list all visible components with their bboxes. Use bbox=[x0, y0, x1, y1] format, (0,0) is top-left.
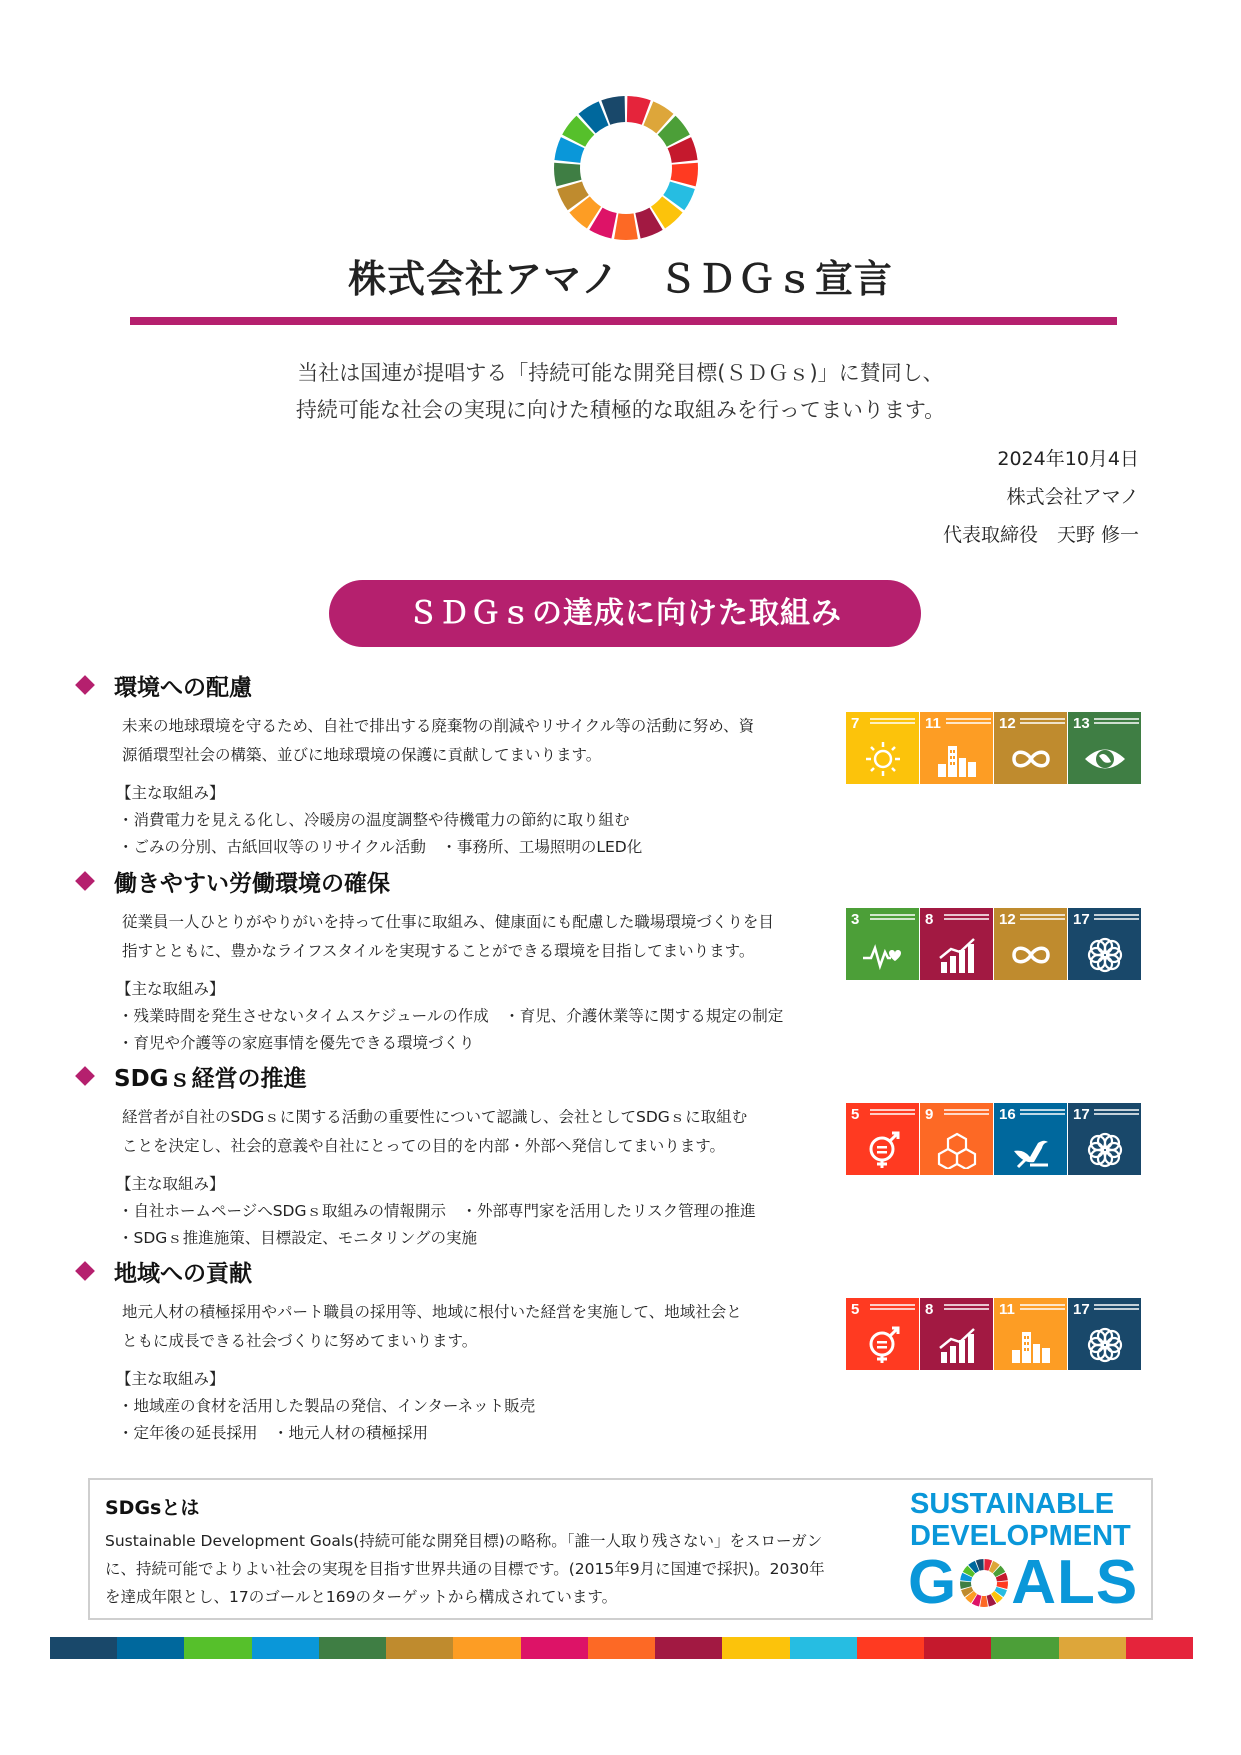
wheel-segment bbox=[614, 213, 638, 240]
goal-caption-lines bbox=[1020, 1109, 1065, 1111]
goal-icons-row bbox=[846, 908, 1142, 980]
goal-caption-lines bbox=[1094, 1109, 1139, 1111]
infinity-icon bbox=[1010, 936, 1052, 974]
goal-number: 8 bbox=[925, 1301, 934, 1318]
color-bar-segment bbox=[790, 1637, 857, 1659]
color-bar-segment bbox=[521, 1637, 588, 1659]
goal-caption-lines bbox=[1094, 1304, 1139, 1306]
sdgs-explanation-box bbox=[88, 1478, 1153, 1620]
goal-caption-lines bbox=[1020, 914, 1065, 916]
goal-number: 5 bbox=[851, 1301, 860, 1318]
growth-chart-icon bbox=[936, 1326, 978, 1364]
goal-number: 16 bbox=[999, 1106, 1016, 1123]
company-name: 株式会社アマノ bbox=[1006, 486, 1139, 508]
goal-number: 9 bbox=[925, 1106, 934, 1123]
diamond-bullet-icon bbox=[75, 1261, 95, 1281]
goal-number: 17 bbox=[1073, 911, 1090, 928]
color-bar-segment bbox=[924, 1637, 991, 1659]
color-bar-segment bbox=[50, 1637, 117, 1659]
color-bar-segment bbox=[252, 1637, 319, 1659]
section-sdgs-management bbox=[70, 1061, 790, 1252]
sdgs-heading: SDGsとは bbox=[105, 1497, 200, 1519]
sdg-goal-11-tile bbox=[994, 1298, 1067, 1370]
wheel-segment bbox=[554, 163, 582, 187]
goal-number: 12 bbox=[999, 911, 1016, 928]
goal-caption-lines bbox=[870, 1109, 915, 1111]
goal-caption-lines bbox=[944, 914, 989, 916]
goal-caption-lines bbox=[1020, 718, 1065, 720]
goal-caption-lines bbox=[944, 1109, 989, 1111]
gender-equality-icon bbox=[862, 1131, 904, 1169]
sdg-goal-3-tile bbox=[846, 908, 919, 980]
section-title: SDGｓ経営の推進 bbox=[114, 1065, 307, 1092]
section-community bbox=[70, 1256, 790, 1447]
goals-letters-als: ALS bbox=[1011, 1548, 1139, 1617]
sdg-goal-7-tile bbox=[846, 712, 919, 784]
infinity-icon bbox=[1010, 740, 1052, 778]
goal-caption-lines bbox=[870, 1304, 915, 1306]
section-label: 【主な取組み】 bbox=[116, 1175, 225, 1193]
city-icon bbox=[936, 740, 978, 778]
section-body-line: 未来の地球環境を守るため、自社で排出する廃棄物の削減やリサイクル等の活動に努め、資 bbox=[122, 717, 755, 735]
section-body-line: ことを決定し、社会的意義や自社にとっての目的を内部・外部へ発信してまいります。 bbox=[122, 1137, 725, 1155]
sdg-goal-17-tile bbox=[1068, 1103, 1141, 1175]
section-label: 【主な取組み】 bbox=[116, 980, 225, 998]
section-label: 【主な取組み】 bbox=[116, 784, 225, 802]
section-item: ・地域産の食材を活用した製品の発信、インターネット販売 bbox=[118, 1397, 536, 1415]
section-body-line: ともに成長できる社会づくりに努めてまいります。 bbox=[122, 1332, 478, 1350]
goal-caption-lines bbox=[870, 914, 915, 916]
page-title: 株式会社アマノ ＳＤＧｓ宣言 bbox=[348, 257, 893, 301]
section-body-line: 経営者が自社のSDGｓに関する活動の重要性について認識し、会社としてSDGｓに取組む bbox=[122, 1108, 748, 1126]
declaration-date: 2024年10月4日 bbox=[997, 448, 1139, 470]
section-title: 環境への配慮 bbox=[114, 674, 252, 701]
sdg-goal-5-tile bbox=[846, 1103, 919, 1175]
intro-line-1: 当社は国連が提唱する「持続可能な開発目標(ＳＤＧｓ)」に賛同し、 bbox=[297, 361, 944, 385]
sdg-color-bar bbox=[50, 1637, 1193, 1659]
sdg-wheel-logo bbox=[553, 95, 699, 241]
section-work-environment bbox=[70, 866, 790, 1057]
flower-rings-icon bbox=[1084, 1326, 1126, 1364]
sdg-goal-16-tile bbox=[994, 1103, 1067, 1175]
color-bar-segment bbox=[453, 1637, 520, 1659]
goal-number: 11 bbox=[999, 1301, 1015, 1318]
goals-letter-g: G bbox=[908, 1548, 958, 1617]
sdg-goal-11-tile bbox=[920, 712, 993, 784]
diamond-bullet-icon bbox=[75, 871, 95, 891]
goal-icons-row bbox=[846, 1298, 1142, 1370]
representative-name: 代表取締役 天野 修一 bbox=[942, 524, 1139, 546]
section-item: ・定年後の延長採用 ・地元人材の積極採用 bbox=[118, 1424, 429, 1442]
color-bar-segment bbox=[655, 1637, 722, 1659]
diamond-bullet-icon bbox=[75, 1066, 95, 1086]
growth-chart-icon bbox=[936, 936, 978, 974]
color-bar-segment bbox=[857, 1637, 924, 1659]
color-bar-segment bbox=[117, 1637, 184, 1659]
section-environment bbox=[70, 670, 790, 861]
section-item: ・SDGｓ推進施策、目標設定、モニタリングの実施 bbox=[118, 1229, 477, 1247]
color-bar-segment bbox=[588, 1637, 655, 1659]
section-item: ・残業時間を発生させないタイムスケジュールの作成 ・育児、介護休業等に関する規定の制定 bbox=[118, 1007, 784, 1025]
section-label: 【主な取組み】 bbox=[116, 1370, 225, 1388]
color-bar-segment bbox=[184, 1637, 251, 1659]
goal-caption-lines bbox=[944, 1304, 989, 1306]
sdg-goal-17-tile bbox=[1068, 1298, 1141, 1370]
sdg-goal-13-tile bbox=[1068, 712, 1141, 784]
section-item: ・消費電力を見える化し、冷暖房の温度調整や待機電力の節約に取り組む bbox=[118, 811, 630, 829]
goal-icons-row bbox=[846, 712, 1142, 784]
color-bar-segment bbox=[319, 1637, 386, 1659]
section-body-line: 源循環型社会の構築、並びに地球環境の保護に貢献してまいります。 bbox=[122, 746, 602, 764]
sdg-goal-12-tile bbox=[994, 712, 1067, 784]
sdgs-text-line: Sustainable Development Goals(持続可能な開発目標)の略称。「誰一人取り残さない」をスローガン bbox=[105, 1532, 823, 1550]
section-body-line: 地元人材の積極採用やパート職員の採用等、地域に根付いた経営を実施して、地域社会と bbox=[122, 1303, 742, 1321]
goal-caption-lines bbox=[870, 718, 915, 720]
goal-caption-lines bbox=[1094, 914, 1139, 916]
goal-number: 11 bbox=[925, 715, 941, 732]
wheel-segment bbox=[670, 163, 698, 187]
color-bar-segment bbox=[991, 1637, 1058, 1659]
heartbeat-icon bbox=[862, 936, 904, 974]
cubes-icon bbox=[936, 1131, 978, 1169]
sdg-goal-8-tile bbox=[920, 1298, 993, 1370]
section-item: ・育児や介護等の家庭事情を優先できる環境づくり bbox=[118, 1034, 475, 1052]
initiatives-banner: ＳＤＧｓの達成に向けた取組み bbox=[329, 580, 921, 647]
goal-number: 17 bbox=[1073, 1301, 1090, 1318]
sdgs-logo-sustainable: SUSTAINABLE bbox=[910, 1488, 1115, 1520]
color-bar-segment bbox=[1059, 1637, 1126, 1659]
goal-caption-lines bbox=[1020, 1304, 1065, 1306]
goal-caption-lines bbox=[946, 718, 991, 720]
section-body-line: 指すとともに、豊かなライフスタイルを実現することができる環境を目指してまいります。 bbox=[122, 942, 755, 960]
flower-rings-icon bbox=[1084, 936, 1126, 974]
goal-number: 7 bbox=[851, 715, 860, 732]
section-item: ・ごみの分別、古紙回収等のリサイクル活動 ・事務所、工場照明のLED化 bbox=[118, 838, 643, 856]
city-icon bbox=[1010, 1326, 1052, 1364]
goal-number: 13 bbox=[1073, 715, 1090, 732]
title-divider bbox=[130, 317, 1117, 325]
mini-wheel-segment bbox=[980, 1596, 988, 1607]
color-bar-segment bbox=[1126, 1637, 1193, 1659]
intro-line-2: 持続可能な社会の実現に向けた積極的な取組みを行ってまいります。 bbox=[295, 398, 946, 422]
sdgs-text-line: に、持続可能でよりよい社会の実現を目指す世界共通の目標です。(2015年9月に国連で採択)。2030年 bbox=[105, 1560, 825, 1578]
section-title: 働きやすい労働環境の確保 bbox=[114, 870, 390, 897]
goal-number: 17 bbox=[1073, 1106, 1090, 1123]
dove-icon bbox=[1010, 1131, 1052, 1169]
sdgs-logo-development: DEVELOPMENT bbox=[910, 1520, 1131, 1552]
color-bar-segment bbox=[722, 1637, 789, 1659]
sdg-goal-8-tile bbox=[920, 908, 993, 980]
goal-number: 12 bbox=[999, 715, 1016, 732]
sdg-goal-9-tile bbox=[920, 1103, 993, 1175]
color-bar-segment bbox=[386, 1637, 453, 1659]
sun-icon bbox=[862, 740, 904, 778]
diamond-bullet-icon bbox=[75, 675, 95, 695]
sdgs-text-line: を達成年限とし、17のゴールと169のターゲットから構成されています。 bbox=[105, 1588, 618, 1606]
goal-icons-row bbox=[846, 1103, 1142, 1175]
mini-sdg-wheel-icon bbox=[959, 1558, 1009, 1608]
section-title: 地域への貢献 bbox=[114, 1260, 252, 1287]
eye-globe-icon bbox=[1084, 740, 1126, 778]
goal-number: 8 bbox=[925, 911, 934, 928]
sdgs-logo-goals bbox=[908, 1550, 1138, 1616]
sdg-goal-17-tile bbox=[1068, 908, 1141, 980]
goal-number: 3 bbox=[851, 911, 860, 928]
goal-caption-lines bbox=[1094, 718, 1139, 720]
gender-equality-icon bbox=[862, 1326, 904, 1364]
flower-rings-icon bbox=[1084, 1131, 1126, 1169]
sdg-goal-5-tile bbox=[846, 1298, 919, 1370]
section-body-line: 従業員一人ひとりがやりがいを持って仕事に取組み、健康面にも配慮した職場環境づくりを目 bbox=[122, 913, 774, 931]
section-item: ・自社ホームページへSDGｓ取組みの情報開示 ・外部専門家を活用したリスク管理の推進 bbox=[118, 1202, 756, 1220]
goal-number: 5 bbox=[851, 1106, 860, 1123]
sdg-goal-12-tile bbox=[994, 908, 1067, 980]
